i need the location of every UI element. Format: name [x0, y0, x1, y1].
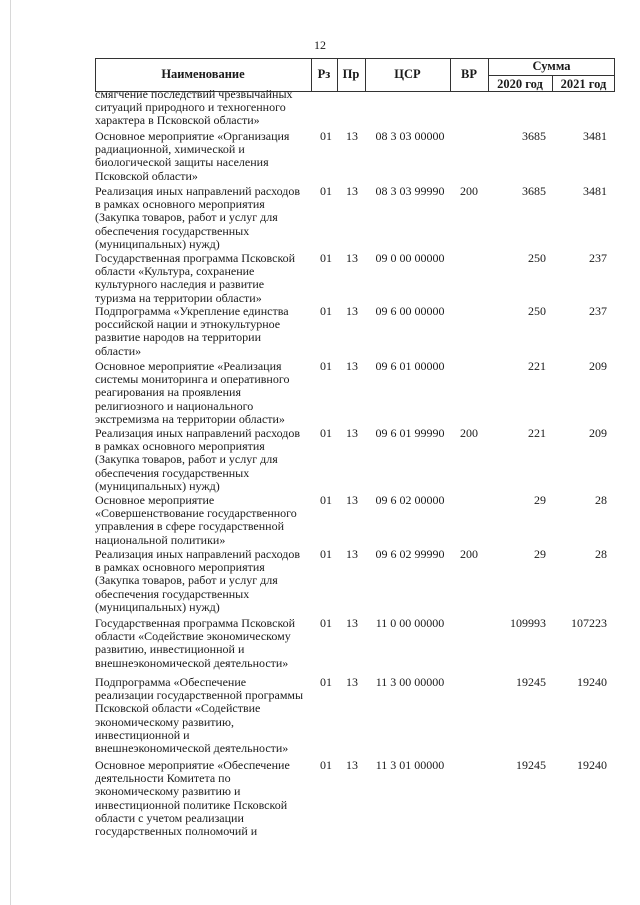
row-rz: 01 [320, 129, 332, 143]
row-sum-2021: 19240 [577, 675, 607, 689]
row-name: Государственная программа Псковской области «Содействие экономическому развитию, инвестиционной и внешнеэкономической деятельности» [95, 616, 296, 670]
header-rz: Рз [317, 67, 331, 81]
row-csr: 11 3 01 00000 [375, 758, 445, 772]
row-rz: 01 [320, 304, 332, 318]
row-sum-2021: 237 [589, 251, 607, 265]
row-name: Подпрограмма «Укрепление единства российской нации и этнокультурное развитие народов на территории области» [95, 304, 289, 358]
row-name: Основное мероприятие «Организация радиационной, химической и биологической защиты населения Псковской области» [95, 129, 290, 183]
row-csr: 09 6 00 00000 [375, 304, 445, 318]
row-name: Основное мероприятие «Обеспечение деятельности Комитета по экономическому развитию и инвестиционной политике Псковской области с учетом реализации государственных полномочий и [95, 758, 290, 839]
header-2020: 2020 год [497, 77, 543, 91]
row-rz: 01 [320, 758, 332, 772]
row-csr: 11 3 00 00000 [375, 675, 445, 689]
row-pr: 13 [346, 758, 358, 772]
row-sum-2021: 209 [589, 426, 607, 440]
row-vr: 200 [460, 184, 478, 198]
row-sum-2020: 29 [534, 547, 546, 561]
row-sum-2021: 19240 [577, 758, 607, 772]
row-pr: 13 [346, 493, 358, 507]
row-name: Подпрограмма «Обеспечение реализации государственной программы Псковской области «Содействие экономическому развитию, инвестиционной и внешнеэкономической деятельности» [95, 675, 304, 756]
row-pr: 13 [346, 184, 358, 198]
row-rz: 01 [320, 184, 332, 198]
row-sum-2021: 209 [589, 359, 607, 373]
row-sum-2020: 19245 [516, 758, 546, 772]
row-pr: 13 [346, 304, 358, 318]
row-sum-2021: 3481 [583, 184, 607, 198]
row-sum-2020: 250 [528, 304, 546, 318]
row-rz: 01 [320, 251, 332, 265]
header-name: Наименование [161, 67, 245, 81]
scan-edge [10, 0, 11, 905]
row-sum-2021: 3481 [583, 129, 607, 143]
row-sum-2021: 237 [589, 304, 607, 318]
row-sum-2020: 250 [528, 251, 546, 265]
row-sum-2021: 28 [595, 547, 607, 561]
row-pr: 13 [346, 251, 358, 265]
row-pr: 13 [346, 675, 358, 689]
header-2021: 2021 год [560, 77, 607, 91]
page-number: 12 [314, 38, 326, 52]
row-rz: 01 [320, 675, 332, 689]
row-sum-2021: 28 [595, 493, 607, 507]
row-name: Основное мероприятие «Реализация системы мониторинга и оперативного реагирования на проявления религиозного и национального экстремизма на территории области» [95, 359, 290, 426]
row-sum-2020: 29 [534, 493, 546, 507]
row-sum-2020: 3685 [522, 129, 546, 143]
row-pr: 13 [346, 426, 358, 440]
row-csr: 09 6 02 99990 [375, 547, 445, 561]
row-pr: 13 [346, 616, 358, 630]
row-csr: 08 3 03 00000 [375, 129, 445, 143]
row-sum-2020: 109993 [510, 616, 546, 630]
row-name: смягчение последствий чрезвычайных ситуаций природного и техногенного характера в Псковской области» [95, 87, 293, 128]
row-csr: 09 6 01 99990 [375, 426, 445, 440]
row-csr: 09 6 01 00000 [375, 359, 445, 373]
row-vr: 200 [460, 547, 478, 561]
header-sum: Сумма [532, 59, 571, 73]
header-csr: ЦСР [394, 67, 421, 81]
row-csr: 08 3 03 99990 [375, 184, 445, 198]
row-sum-2020: 221 [528, 359, 546, 373]
row-csr: 09 0 00 00000 [375, 251, 445, 265]
row-name: Реализация иных направлений расходов в рамках основного мероприятия (Закупка товаров, работ и услуг для обеспечения государственных (муниципальных) нужд) [95, 426, 301, 493]
row-csr: 09 6 02 00000 [375, 493, 445, 507]
header-vr: ВР [461, 67, 477, 81]
row-pr: 13 [346, 129, 358, 143]
row-sum-2021: 107223 [571, 616, 607, 630]
row-sum-2020: 19245 [516, 675, 546, 689]
row-pr: 13 [346, 547, 358, 561]
row-csr: 11 0 00 00000 [375, 616, 445, 630]
row-pr: 13 [346, 359, 358, 373]
row-sum-2020: 3685 [522, 184, 546, 198]
row-name: Государственная программа Псковской области «Культура, сохранение культурного наследия и развитие туризма на территории области» [95, 251, 296, 305]
header-pr: Пр [342, 67, 360, 81]
row-sum-2020: 221 [528, 426, 546, 440]
row-rz: 01 [320, 547, 332, 561]
row-rz: 01 [320, 616, 332, 630]
row-name: Основное мероприятие «Совершенствование государственного управления в сфере государственной национальной политики» [95, 493, 297, 547]
row-name: Реализация иных направлений расходов в рамках основного мероприятия (Закупка товаров, работ и услуг для обеспечения государственных (муниципальных) нужд) [95, 547, 301, 614]
row-vr: 200 [460, 426, 478, 440]
row-rz: 01 [320, 359, 332, 373]
row-rz: 01 [320, 426, 332, 440]
row-rz: 01 [320, 493, 332, 507]
row-name: Реализация иных направлений расходов в рамках основного мероприятия (Закупка товаров, работ и услуг для обеспечения государственных (муниципальных) нужд) [95, 184, 301, 251]
